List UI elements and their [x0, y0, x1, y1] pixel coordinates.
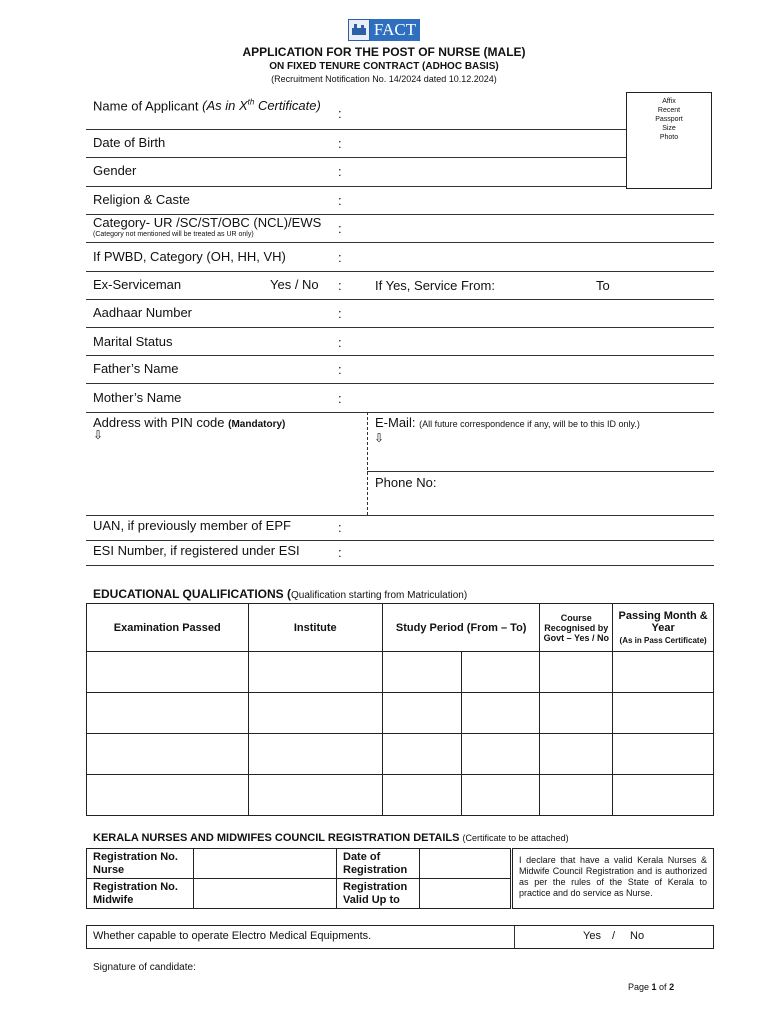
row-divider — [86, 299, 714, 300]
cell[interactable] — [383, 693, 462, 734]
electro-slash: / — [612, 930, 616, 942]
mother-colon: : — [338, 391, 342, 406]
row-divider — [86, 327, 714, 328]
category-colon: : — [338, 221, 342, 236]
declaration-box: I declare that have a valid Kerala Nurses & Midwife Council Registration and is authorized as per the rules of the State of Kerala to practice and do service as Nurse. — [512, 848, 714, 909]
photo-text: Size — [662, 125, 676, 132]
dob-colon: : — [338, 136, 342, 151]
row-divider — [86, 355, 714, 356]
gender-colon: : — [338, 164, 342, 179]
cell[interactable] — [248, 734, 383, 775]
cell[interactable] — [383, 734, 462, 775]
row-divider — [86, 129, 626, 130]
gender-label: Gender — [93, 163, 137, 178]
table-row — [87, 879, 511, 909]
email-label-text: E-Mail: — [375, 415, 416, 430]
education-heading-text: EDUCATIONAL QUALIFICATIONS ( — [93, 587, 291, 601]
table-row[interactable] — [87, 775, 714, 816]
name-note: Certificate) — [254, 98, 321, 114]
reg-nurse-label: Registration No. Nurse — [87, 849, 194, 879]
table-row — [87, 604, 714, 652]
marital-colon: : — [338, 335, 342, 350]
address-mandatory: (Mandatory) — [228, 419, 286, 430]
service-to-label: To — [596, 278, 610, 293]
cell[interactable] — [540, 734, 613, 775]
cell[interactable] — [540, 652, 613, 693]
category-label: Category- UR /SC/ST/OBC (NCL)/EWS — [93, 215, 322, 230]
cell[interactable] — [87, 693, 249, 734]
cell[interactable] — [540, 775, 613, 816]
phone-label: Phone No: — [375, 475, 437, 490]
col-passing — [613, 604, 714, 652]
page-indicator — [628, 982, 674, 992]
service-from-label: If Yes, Service From: — [375, 278, 495, 293]
name-note: (As in X — [202, 98, 248, 114]
col-institute: Institute — [248, 604, 383, 652]
mother-label: Mother’s Name — [93, 390, 182, 405]
cell[interactable] — [383, 652, 462, 693]
address-label-text: Address with PIN code — [93, 415, 225, 430]
col-recognised: Course Recognised by Govt – Yes / No — [540, 604, 613, 652]
uan-label: UAN, if previously member of EPF — [93, 518, 291, 533]
photo-text: Photo — [659, 134, 679, 141]
cell[interactable] — [87, 775, 249, 816]
col-passing-note: (As in Pass Certificate) — [619, 635, 707, 645]
registration-heading — [93, 832, 569, 844]
date-of-registration-label: Date of Registration — [337, 849, 420, 879]
cell[interactable] — [613, 693, 714, 734]
cell[interactable] — [248, 693, 383, 734]
row-divider — [86, 271, 714, 272]
page-text: Page — [628, 982, 652, 992]
form-title: APPLICATION FOR THE POST OF NURSE (MALE) — [242, 45, 526, 59]
logo-text: FACT — [370, 19, 420, 41]
reg-midwife-value[interactable] — [194, 879, 337, 909]
row-divider — [86, 186, 626, 187]
page-text: of — [656, 982, 670, 992]
esi-colon: : — [338, 545, 342, 560]
religion-colon: : — [338, 193, 342, 208]
cell[interactable] — [87, 652, 249, 693]
uan-colon: : — [338, 520, 342, 535]
pwbd-label: If PWBD, Category (OH, HH, VH) — [93, 249, 286, 264]
address-divider — [367, 412, 368, 515]
row-divider — [367, 471, 714, 472]
arrow-down-icon: ⇩ — [374, 431, 385, 445]
photo-text: Recent — [657, 107, 681, 114]
electro-question: Whether capable to operate Electro Medical Equipments. — [93, 930, 372, 942]
cell[interactable] — [87, 734, 249, 775]
table-row — [87, 849, 511, 879]
row-divider — [86, 242, 714, 243]
cell[interactable] — [248, 652, 383, 693]
ex-serviceman-label: Ex-Serviceman — [93, 277, 182, 292]
table-row[interactable] — [87, 734, 714, 775]
email-note: (All future correspondence if any, will be to this ID only.) — [419, 419, 640, 429]
electro-divider — [514, 926, 515, 948]
col-study-period: Study Period (From – To) — [383, 604, 540, 652]
religion-label: Religion & Caste — [93, 192, 190, 207]
valid-upto-value[interactable] — [420, 879, 511, 909]
recruitment-notification: (Recruitment Notification No. 14/2024 dated 10.12.2024) — [271, 74, 497, 84]
cell[interactable] — [540, 693, 613, 734]
date-of-registration-value[interactable] — [420, 849, 511, 879]
form-subtitle: ON FIXED TENURE CONTRACT (ADHOC BASIS) — [269, 61, 499, 72]
pwbd-colon: : — [338, 250, 342, 265]
page-number: 1 — [651, 982, 657, 992]
row-divider — [86, 383, 714, 384]
cell[interactable] — [461, 693, 540, 734]
dob-label: Date of Birth — [93, 135, 166, 150]
marital-label: Marital Status — [93, 334, 173, 349]
cell[interactable] — [613, 734, 714, 775]
aadhaar-colon: : — [338, 306, 342, 321]
cell[interactable] — [613, 775, 714, 816]
father-label: Father’s Name — [93, 361, 179, 376]
cell[interactable] — [248, 775, 383, 816]
reg-nurse-value[interactable] — [194, 849, 337, 879]
cell[interactable] — [461, 775, 540, 816]
arrow-down-icon: ⇩ — [93, 428, 104, 442]
electro-no[interactable]: No — [630, 930, 645, 942]
father-colon: : — [338, 362, 342, 377]
name-note-sup: th — [247, 98, 255, 107]
row-divider — [86, 157, 626, 158]
photo-text: Passport — [655, 116, 683, 123]
col-passing-text: Passing Month & Year — [618, 609, 708, 634]
ex-serviceman-colon: : — [338, 278, 342, 293]
photo-text: Affix — [662, 98, 676, 105]
signature-label: Signature of candidate: — [93, 962, 196, 973]
photo-box[interactable] — [626, 92, 712, 189]
category-note: (Category not mentioned will be treated as UR only) — [93, 231, 254, 238]
row-divider — [86, 540, 714, 541]
col-exam-passed: Examination Passed — [87, 604, 249, 652]
education-heading-note: Qualification starting from Matriculation) — [291, 590, 468, 601]
aadhaar-label: Aadhaar Number — [93, 305, 192, 320]
registration-heading-note: (Certificate to be attached) — [462, 833, 569, 843]
valid-upto-label: Registration Valid Up to — [337, 879, 420, 909]
name-label — [93, 98, 321, 113]
cell[interactable] — [461, 652, 540, 693]
registration-heading-text: KERALA NURSES AND MIDWIFES COUNCIL REGISTRATION DETAILS — [93, 832, 460, 844]
page-total: 2 — [669, 982, 675, 992]
electro-yes[interactable]: Yes — [583, 930, 601, 942]
cell[interactable] — [383, 775, 462, 816]
row-divider — [86, 565, 714, 566]
name-label-text: Name of Applicant — [93, 98, 199, 114]
address-label — [93, 415, 285, 430]
email-label — [375, 415, 640, 430]
fact-emblem-icon — [348, 19, 370, 41]
education-heading — [93, 587, 467, 601]
reg-midwife-label: Registration No. Midwife — [87, 879, 194, 909]
row-divider — [86, 515, 714, 516]
table-row[interactable] — [87, 693, 714, 734]
education-table — [86, 603, 714, 816]
cell[interactable] — [613, 652, 714, 693]
cell[interactable] — [461, 734, 540, 775]
registration-table — [86, 848, 511, 909]
name-colon: : — [338, 106, 342, 121]
ex-serviceman-yes-no[interactable]: Yes / No — [270, 277, 319, 292]
esi-label: ESI Number, if registered under ESI — [93, 543, 300, 558]
row-divider — [86, 412, 714, 413]
fact-logo — [348, 19, 420, 41]
table-row[interactable] — [87, 652, 714, 693]
